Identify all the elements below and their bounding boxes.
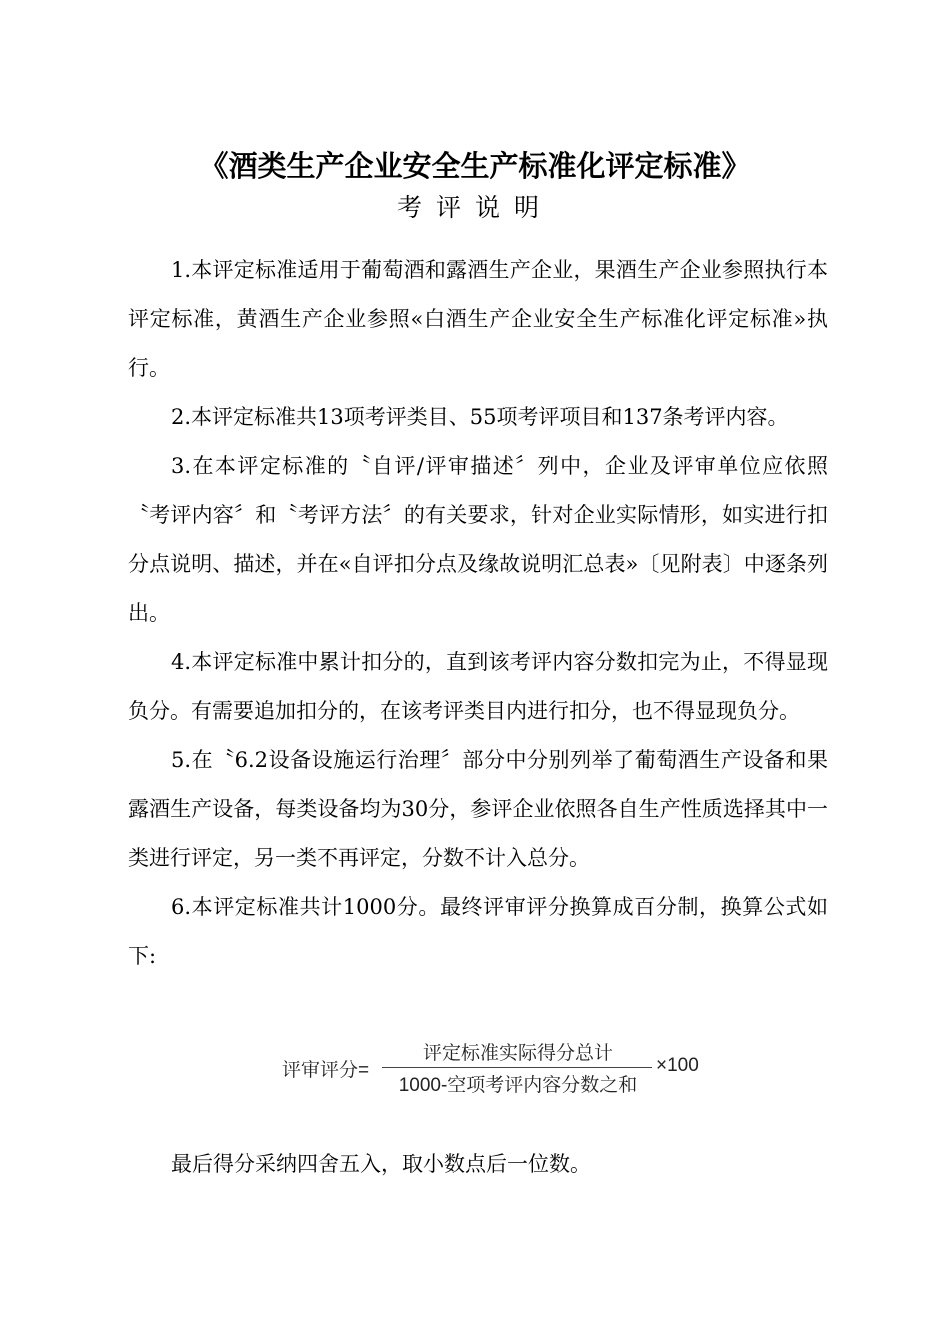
paragraph-3: 3.在本评定标准的〝自评/评审描述〞列中，企业及评审单位应依照〝考评内容〞和〝考评方法〞的有关要求，针对企业实际情形，如实进行扣分点说明、描述，并在«自评扣分点及缘故说明汇总表»〔见附表〕中逐条列出。: [128, 454, 828, 625]
formula-multiplier: ×100: [656, 1055, 699, 1076]
document-subtitle: 考评说明: [396, 193, 553, 222]
formula-lhs: 评审评分=: [282, 1060, 370, 1081]
paragraph-2: 2.本评定标准共13项考评类目、55项考评项目和137条考评内容。: [171, 405, 789, 429]
instructions-body: [128, 246, 828, 981]
fraction-bar: [382, 1067, 652, 1068]
paragraph-5: 5.在〝6.2设备设施运行治理〞部分中分别列举了葡萄酒生产设备和果露酒生产设备，每类设备均为30分，参评企业依照各自生产性质选择其中一类进行评定，另一类不再评定，分数不计入总分。: [128, 748, 828, 870]
paragraph-6: 6.本评定标准共计1000分。最终评审评分换算成百分制，换算公式如下:: [128, 895, 828, 968]
final-note: 最后得分采纳四舍五入，取小数点后一位数。: [171, 1152, 591, 1176]
paragraph-4: 4.本评定标准中累计扣分的，直到该考评内容分数扣完为止，不得显现负分。有需要追加扣分的，在该考评类目内进行扣分，也不得显现负分。: [128, 650, 828, 723]
formula-numerator: 评定标准实际得分总计: [422, 1043, 613, 1064]
document-title: 《酒类生产企业安全生产标准化评定标准》: [199, 149, 751, 183]
formula-denominator: 1000-空项考评内容分数之和: [398, 1075, 638, 1096]
score-formula: [282, 1038, 712, 1098]
paragraph-1: 1.本评定标准适用于葡萄酒和露酒生产企业，果酒生产企业参照执行本评定标准，黄酒生产企业参照«白酒生产企业安全生产标准化评定标准»执行。: [128, 258, 828, 380]
